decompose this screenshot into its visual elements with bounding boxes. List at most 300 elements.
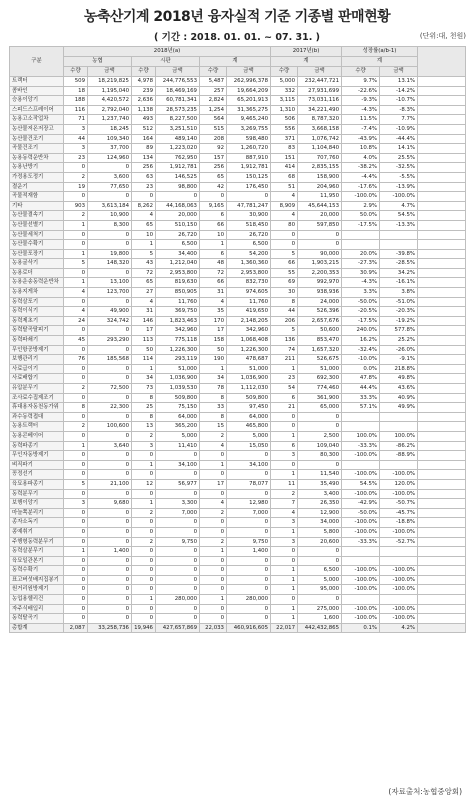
- table-cell: 50.0%: [342, 211, 380, 221]
- table-cell: 22,033: [200, 623, 227, 633]
- table-cell: 0: [156, 451, 200, 461]
- table-cell: 0: [88, 240, 132, 250]
- table-cell: 2: [132, 537, 156, 547]
- table-cell: 45: [64, 336, 88, 346]
- table-cell: 0: [227, 451, 271, 461]
- table-cell: 0: [132, 518, 156, 528]
- table-cell: -100.0%: [380, 527, 418, 537]
- table-cell: 25.5%: [380, 153, 418, 163]
- table-cell: 3,300: [156, 499, 200, 509]
- table-cell: 0: [156, 585, 200, 595]
- row-label: 동력파쇄기: [10, 336, 64, 346]
- table-cell: 2,148,205: [227, 316, 271, 326]
- table-cell: 72,500: [88, 384, 132, 394]
- table-row: [10, 249, 466, 259]
- table-cell: 0: [227, 585, 271, 595]
- table-cell: 6: [271, 393, 298, 403]
- table-cell: -19.2%: [380, 316, 418, 326]
- table-cell: -100.0%: [342, 566, 380, 576]
- header-amount: 금액: [227, 67, 271, 77]
- table-cell: 11,540: [298, 470, 342, 480]
- table-cell: -100.0%: [342, 518, 380, 528]
- table-cell: 11.5%: [342, 115, 380, 125]
- table-cell: 1,112,030: [227, 384, 271, 394]
- table-cell: 0: [227, 604, 271, 614]
- row-label: 주행형동력분무기: [10, 537, 64, 547]
- table-cell: 17: [200, 326, 227, 336]
- table-cell: 64,000: [227, 412, 271, 422]
- table-cell-blank: [418, 374, 466, 384]
- table-cell: [380, 230, 418, 240]
- row-label: 꽁정선기: [10, 470, 64, 480]
- table-cell: 0: [156, 575, 200, 585]
- table-cell: 55: [271, 268, 298, 278]
- table-cell: -50.7%: [380, 499, 418, 509]
- table-cell: 493: [132, 115, 156, 125]
- table-cell-blank: [418, 172, 466, 182]
- table-cell: 4: [271, 508, 298, 518]
- table-cell: 8: [200, 412, 227, 422]
- table-cell: 1,600: [298, 614, 342, 624]
- table-cell: 12: [132, 479, 156, 489]
- table-cell: 109,040: [298, 441, 342, 451]
- row-label: 농산물수확기: [10, 240, 64, 250]
- table-cell: 0: [132, 547, 156, 557]
- table-cell: 4: [132, 297, 156, 307]
- table-cell: 5,800: [298, 527, 342, 537]
- table-cell-blank: [418, 278, 466, 288]
- table-cell: 4,420,572: [88, 96, 132, 106]
- row-label: 자주식배입리: [10, 604, 64, 614]
- table-cell: 2,953,800: [156, 268, 200, 278]
- table-cell: 526,675: [298, 355, 342, 365]
- table-cell: 707,760: [298, 153, 342, 163]
- table-cell: 1: [132, 460, 156, 470]
- header-market: 시판: [132, 57, 200, 67]
- table-cell: 0: [64, 326, 88, 336]
- table-cell: 0: [156, 518, 200, 528]
- table-cell: 3: [271, 518, 298, 528]
- table-cell-blank: [418, 307, 466, 317]
- table-cell-blank: [418, 479, 466, 489]
- table-cell: 2,835,155: [298, 163, 342, 173]
- row-label: 벼직파기: [10, 460, 64, 470]
- table-cell: 0: [271, 240, 298, 250]
- table-cell: 146: [132, 316, 156, 326]
- table-row: [10, 374, 466, 384]
- table-cell: 1,310: [271, 105, 298, 115]
- table-cell: 8: [271, 297, 298, 307]
- table-cell: 0: [298, 240, 342, 250]
- table-cell: 0: [271, 230, 298, 240]
- table-cell: 4: [200, 297, 227, 307]
- table-row: [10, 288, 466, 298]
- table-row: [10, 441, 466, 451]
- table-cell: 0: [64, 604, 88, 614]
- table-cell: 34,221,490: [298, 105, 342, 115]
- table-cell: 116: [64, 105, 88, 115]
- row-label: 동력살포기: [10, 297, 64, 307]
- table-cell: 506: [271, 115, 298, 125]
- source-note: (자료출처:농협중앙회): [388, 787, 462, 796]
- table-row: [10, 86, 466, 96]
- table-cell: 34: [132, 374, 156, 384]
- row-label: 농용콘베이어: [10, 431, 64, 441]
- table-cell: 974,605: [227, 288, 271, 298]
- table-cell: 10: [200, 230, 227, 240]
- table-cell: -18.8%: [380, 518, 418, 528]
- table-cell: -100.0%: [380, 566, 418, 576]
- table-cell: 49.9%: [380, 403, 418, 413]
- table-cell: 100.0%: [380, 431, 418, 441]
- table-cell: 0: [64, 537, 88, 547]
- table-cell: 23: [132, 182, 156, 192]
- table-cell: -13.3%: [380, 220, 418, 230]
- table-cell: 4.7%: [380, 201, 418, 211]
- table-cell: 4: [271, 211, 298, 221]
- table-cell: -28.5%: [380, 259, 418, 269]
- table-cell: -8.3%: [380, 105, 418, 115]
- table-cell: [342, 240, 380, 250]
- row-label: 동력살분무기: [10, 547, 64, 557]
- table-cell: 0: [227, 614, 271, 624]
- table-cell: 478,687: [227, 355, 271, 365]
- table-cell: 0: [64, 297, 88, 307]
- table-cell: 19,664,209: [227, 86, 271, 96]
- table-cell-blank: [418, 527, 466, 537]
- table-cell: 0: [88, 595, 132, 605]
- table-cell: 819,630: [156, 278, 200, 288]
- table-row: [10, 518, 466, 528]
- table-cell: 27,931,699: [298, 86, 342, 96]
- table-cell: [342, 230, 380, 240]
- table-cell: -17.6%: [342, 182, 380, 192]
- table-cell: 489,140: [156, 134, 200, 144]
- table-cell: 0: [156, 614, 200, 624]
- table-cell: 774,460: [298, 384, 342, 394]
- header-amount: 금액: [298, 67, 342, 77]
- table-cell: 4: [64, 288, 88, 298]
- table-cell: 509: [64, 77, 88, 87]
- table-cell: -17.5%: [342, 220, 380, 230]
- table-cell: 6,500: [227, 240, 271, 250]
- table-cell: 33: [200, 403, 227, 413]
- table-cell: 0: [64, 230, 88, 240]
- table-cell: 853,470: [298, 336, 342, 346]
- row-label: 농용난방기: [10, 163, 64, 173]
- table-cell: 1: [64, 278, 88, 288]
- table-cell: 26,720: [227, 230, 271, 240]
- header-qty: 수량: [271, 67, 298, 77]
- table-cell: 692,300: [298, 374, 342, 384]
- table-cell: 0: [64, 364, 88, 374]
- table-cell: 1: [64, 547, 88, 557]
- table-row: [10, 460, 466, 470]
- table-cell: 148,320: [88, 259, 132, 269]
- table-cell: 518,450: [227, 220, 271, 230]
- table-cell-blank: [418, 585, 466, 595]
- table-cell: 0: [88, 374, 132, 384]
- table-cell: 8,227,500: [156, 115, 200, 125]
- table-cell: 40.9%: [380, 393, 418, 403]
- table-cell: 0: [200, 470, 227, 480]
- table-cell-blank: [418, 547, 466, 557]
- table-row: [10, 278, 466, 288]
- table-cell: -9.1%: [380, 355, 418, 365]
- table-cell: 0: [156, 556, 200, 566]
- row-label: 총합계: [10, 623, 64, 633]
- table-cell: 0: [88, 508, 132, 518]
- table-row: [10, 172, 466, 182]
- table-cell: 50: [200, 345, 227, 355]
- table-cell: 18,219,825: [88, 77, 132, 87]
- table-cell-blank: [418, 412, 466, 422]
- row-label: 농용굴삭기: [10, 259, 64, 269]
- header-blank: [418, 47, 466, 77]
- table-cell: 0: [88, 566, 132, 576]
- table-cell-blank: [418, 144, 466, 154]
- table-cell: 100,600: [88, 422, 132, 432]
- table-cell: 3: [64, 124, 88, 134]
- page-title: 농축산기계 2018년 융자실적 기준 기종별 판매현황: [83, 9, 391, 25]
- row-label: 가정용도정기: [10, 172, 64, 182]
- table-cell: 0: [132, 489, 156, 499]
- row-label: 유압분무기: [10, 384, 64, 394]
- table-cell: 208: [200, 134, 227, 144]
- table-cell: 1,823,463: [156, 316, 200, 326]
- table-cell: 887,910: [227, 153, 271, 163]
- table-cell-blank: [418, 220, 466, 230]
- table-cell: 244,776,553: [156, 77, 200, 87]
- table-cell: 19: [64, 182, 88, 192]
- row-label: 동력이식기: [10, 307, 64, 317]
- table-cell: 0: [156, 604, 200, 614]
- table-cell: 0: [271, 547, 298, 557]
- row-label: 콩예취기: [10, 527, 64, 537]
- row-label: 농용운송동력운반차: [10, 278, 64, 288]
- header-nonghyup: 농협: [64, 57, 132, 67]
- table-row: [10, 230, 466, 240]
- table-cell: 0: [88, 556, 132, 566]
- table-cell: -33.3%: [342, 537, 380, 547]
- table-row: [10, 201, 466, 211]
- table-cell: 65,201,913: [227, 96, 271, 106]
- table-cell: 2: [200, 508, 227, 518]
- table-cell: 4: [200, 441, 227, 451]
- table-row: [10, 604, 466, 614]
- table-cell: 3.8%: [380, 288, 418, 298]
- table-cell: 5,000: [271, 77, 298, 87]
- table-cell: 2: [132, 508, 156, 518]
- table-cell: 0: [298, 412, 342, 422]
- table-cell: -100.0%: [380, 489, 418, 499]
- table-cell: 57.1%: [342, 403, 380, 413]
- table-row: [10, 326, 466, 336]
- row-label: 곡물적재함: [10, 192, 64, 202]
- table-cell: 113: [132, 336, 156, 346]
- table-cell: 120.0%: [380, 479, 418, 489]
- row-label: 보행이앙기: [10, 499, 64, 509]
- table-cell: 8,262: [132, 201, 156, 211]
- table-cell-blank: [418, 614, 466, 624]
- table-cell: -100.0%: [380, 470, 418, 480]
- table-cell: 0: [64, 575, 88, 585]
- table-cell-blank: [418, 288, 466, 298]
- unit-note: (단위:대, 천원): [419, 32, 466, 40]
- table-cell: 33.3%: [342, 393, 380, 403]
- table-cell: -52.7%: [380, 537, 418, 547]
- table-cell: 50: [132, 345, 156, 355]
- table-cell: 0: [88, 326, 132, 336]
- table-cell: 2,087: [64, 623, 88, 633]
- table-row: [10, 163, 466, 173]
- table-cell: -50.0%: [342, 508, 380, 518]
- table-cell: 76: [64, 355, 88, 365]
- table-row: [10, 470, 466, 480]
- table-cell-blank: [418, 556, 466, 566]
- table-cell: [380, 412, 418, 422]
- header-2018: 2018년(a): [64, 47, 271, 57]
- table-cell: -100.0%: [342, 527, 380, 537]
- row-label: 곡물건조기: [10, 144, 64, 154]
- row-label: 종자소독기: [10, 518, 64, 528]
- table-row: [10, 422, 466, 432]
- table-cell: 31,365,275: [227, 105, 271, 115]
- table-cell: 556: [271, 124, 298, 134]
- table-cell: 211: [271, 355, 298, 365]
- table-cell-blank: [418, 153, 466, 163]
- table-cell: 3,668,158: [298, 124, 342, 134]
- table-cell: 2,953,800: [227, 268, 271, 278]
- table-cell-blank: [418, 163, 466, 173]
- table-cell: 1: [132, 240, 156, 250]
- table-cell: 324,742: [88, 316, 132, 326]
- table-cell: 6: [271, 441, 298, 451]
- table-cell: 526,396: [298, 307, 342, 317]
- table-cell: 18: [64, 86, 88, 96]
- table-cell-blank: [418, 201, 466, 211]
- table-cell: 5,000: [227, 431, 271, 441]
- table-cell: [342, 460, 380, 470]
- table-cell: 850,905: [156, 288, 200, 298]
- table-cell: 43: [132, 259, 156, 269]
- row-label: 동력탈곡기: [10, 614, 64, 624]
- table-cell: 19,800: [88, 249, 132, 259]
- header-amount: 금액: [380, 67, 418, 77]
- table-cell: 17: [200, 479, 227, 489]
- table-cell: 0: [227, 556, 271, 566]
- table-cell: 510,150: [156, 220, 200, 230]
- table-cell: 4: [271, 192, 298, 202]
- table-cell-blank: [418, 211, 466, 221]
- table-row: [10, 240, 466, 250]
- row-label: 동력제초기: [10, 316, 64, 326]
- table-cell: 1,104,840: [298, 144, 342, 154]
- table-cell: [380, 556, 418, 566]
- row-label: 농용동력운반차: [10, 153, 64, 163]
- table-cell: 1,039,530: [156, 384, 200, 394]
- table-cell: 2,636: [132, 96, 156, 106]
- table-cell: 34,400: [156, 249, 200, 259]
- table-cell-blank: [418, 403, 466, 413]
- table-cell: 7,000: [156, 508, 200, 518]
- table-cell: -14.2%: [380, 86, 418, 96]
- table-cell: 2,657,676: [298, 316, 342, 326]
- table-cell: 2: [200, 537, 227, 547]
- table-cell: 54,200: [227, 249, 271, 259]
- table-row: [10, 345, 466, 355]
- table-cell: 1,223,020: [156, 144, 200, 154]
- table-cell: 0: [88, 537, 132, 547]
- table-cell: 0: [88, 489, 132, 499]
- table-cell: 27: [132, 288, 156, 298]
- table-cell: 1,657,320: [298, 345, 342, 355]
- table-cell: 0: [64, 614, 88, 624]
- table-cell: 1,226,300: [227, 345, 271, 355]
- table-cell: 100.0%: [342, 431, 380, 441]
- table-cell: 0: [271, 422, 298, 432]
- table-cell: 47.8%: [342, 374, 380, 384]
- table-cell: 0: [88, 451, 132, 461]
- row-label: 농용트랙터: [10, 422, 64, 432]
- table-cell: 49.8%: [380, 374, 418, 384]
- table-cell: 134: [132, 153, 156, 163]
- table-cell: 0: [88, 518, 132, 528]
- row-label: 농산물건조기: [10, 134, 64, 144]
- table-cell: 0: [200, 518, 227, 528]
- table-cell: 54.5%: [380, 211, 418, 221]
- header-amount: 금액: [88, 67, 132, 77]
- table-row: [10, 297, 466, 307]
- table-cell: 83: [271, 144, 298, 154]
- table-row: [10, 384, 466, 394]
- table-cell-blank: [418, 105, 466, 115]
- table-cell: 44,168,063: [156, 201, 200, 211]
- table-cell: 65: [132, 278, 156, 288]
- table-cell-blank: [418, 460, 466, 470]
- table-cell: 2: [64, 172, 88, 182]
- table-cell: 1,076,742: [298, 134, 342, 144]
- table-cell: 71: [64, 115, 88, 125]
- table-cell-blank: [418, 499, 466, 509]
- table-cell: 0: [88, 431, 132, 441]
- table-cell: 28,573,235: [156, 105, 200, 115]
- table-cell: 8,787,320: [298, 115, 342, 125]
- table-cell: 2,792,040: [88, 105, 132, 115]
- table-cell: 30: [271, 288, 298, 298]
- table-row: [10, 566, 466, 576]
- table-row: [10, 153, 466, 163]
- table-cell: 9,750: [227, 537, 271, 547]
- table-cell: 0: [156, 527, 200, 537]
- table-cell: 232,447,721: [298, 77, 342, 87]
- table-cell: -4.3%: [342, 105, 380, 115]
- row-label: 농산물세척기: [10, 230, 64, 240]
- table-cell: 0: [132, 604, 156, 614]
- table-cell: 2,824: [200, 96, 227, 106]
- table-cell: 0: [227, 527, 271, 537]
- table-cell: 1,254: [200, 105, 227, 115]
- table-cell: 1,036,900: [156, 374, 200, 384]
- table-body: [10, 77, 466, 633]
- table-cell: 7,000: [227, 508, 271, 518]
- row-label: 콤바인: [10, 86, 64, 96]
- row-label: 원거리원방제기: [10, 585, 64, 595]
- table-cell: 1,068,408: [227, 336, 271, 346]
- table-cell: 136: [271, 336, 298, 346]
- row-label: 동력파종기: [10, 441, 64, 451]
- table-cell: 0: [200, 489, 227, 499]
